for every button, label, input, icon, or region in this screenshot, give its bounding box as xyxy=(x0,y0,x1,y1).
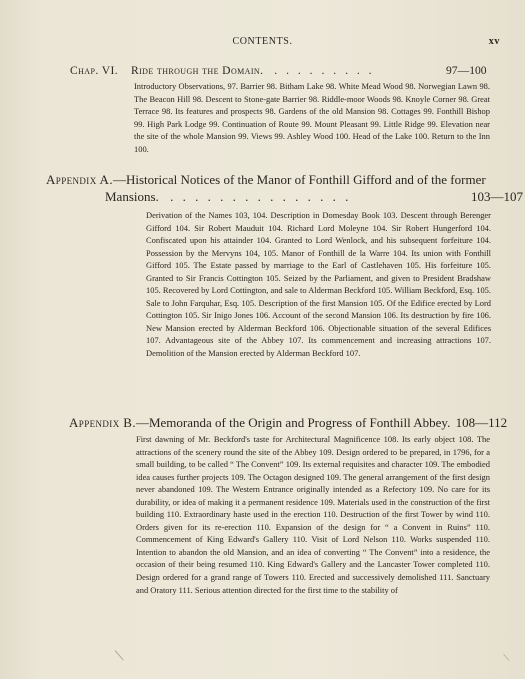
appendix-b-label: Appendix B. xyxy=(69,415,136,430)
appendix-b-title: —Memoranda of the Origin and Progress of Fonthill Abbey. xyxy=(135,415,451,430)
appendix-a-label: Appendix A. xyxy=(46,172,113,187)
chapter-6-leader: . . . . . . . . . xyxy=(274,64,375,77)
appendix-b-summary: First dawning of Mr. Beckford's taste for Architectural Magnificence 108. Its early object 108. The attractions of the scenery round the site of the Abbey 109. Design ordered to be prepared, in 1796, for a small building, to be called “ The Convent” 109. Its external requisites and character 109. The embodied idea causes further projects 109. The Octagon designed 109. The general arrangement of the first design never abandoned 109. The Western Entrance originally intended as a Refectory 109. No care for its durability, or idea of making it a permanent residence 109. Materials used in the construction of the first building 110. Extraordinary haste used in the erection 110. Destruction of the first Tower by wind 110. Orders given for its re-erection 110. Expansion of the design for “ a Convent in Ruins” 110. Commencement of King Edward's Gallery 110. Visit of Lord Nelson 110. Works suspended 110. Intention to abandon the old Mansion, and an idea of converting “ The Convent” into a residence, the occasion of their being resumed 110. King Edward's Gallery and the Lancaster Tower completed 110. Design ordered for a grand range of Towers 110. Erected and successively demolished 111. Sanctuary and Oratory 111. Serious attention directed for the first time to the stability of xyxy=(136,434,490,595)
pencil-mark: / xyxy=(109,648,129,663)
pencil-mark: / xyxy=(499,652,514,663)
appendix-a-pages: 103—107 xyxy=(471,189,523,204)
chapter-6-label: Chap. VI. xyxy=(70,64,119,77)
chapter-6-heading xyxy=(70,63,487,79)
running-head xyxy=(0,36,525,50)
appendix-b-heading xyxy=(69,415,507,431)
appendix-a-heading-line2 xyxy=(105,189,523,205)
chapter-6-pages: 97—100 xyxy=(446,64,487,77)
appendix-b-pages: 108—112 xyxy=(455,415,508,430)
appendix-a-leader: . . . . . . . . . . . . . . . xyxy=(170,189,352,204)
page-number: xv xyxy=(488,36,500,47)
running-head-title: CONTENTS. xyxy=(232,36,293,47)
chapter-6-title: Ride through the Domain. xyxy=(130,64,264,77)
appendix-a-title-line1: —Historical Notices of the Manor of Fonthill Gifford and of the former xyxy=(112,172,486,187)
appendix-a-heading xyxy=(46,172,486,188)
chapter-6-summary: Introductory Observations, 97. Barrier 98. Bitham Lake 98. White Mead Wood 98. Norwegian Lawn 98. The Beacon Hill 98. Descent to Stone-gate Barrier 98. Riddle-moor Woods 98. Knoyle Corner 98. Great Terrace 98. Its features and prospects 98. Gardens of the old Mansion 98. Cottages 99. Fonthill Bishop 99. High Park Lodge 99. Continuation of Route 99. Mount Pleasant 99. Little Ridge 99. Elevation near the site of the whole Mansion 99. Views 99. Ashley Wood 100. Head of the Lake 100. Return to the Inn 100. xyxy=(134,81,490,154)
appendix-a-title-line2: Mansions. xyxy=(105,189,159,204)
appendix-a-summary: Derivation of the Names 103, 104. Description in Domesday Book 103. Descent through Berenger Gifford 104. Sir Robert Mauduit 104. Richard Lord Moleyne 104. Sir Robert Hungerford 104. Confiscated upon his attainder 104. Granted to Lord Wenlock, and his subsequent forfeiture 104. Possession by the Mervyns 104, 105. Manor of Fonthill de la Warre 104. Its union with Fonthill Gifford 105. The Estate passed by marriage to the Earl of Castlehaven 105. His forfeiture 105. Granted to Sir Francis Cottington 105. Seized by the Parliament, and given to President Bradshaw 105. Recovered by Lord Cottington, and sale to Alderman Beckford 105. William Beckford, Esq. 105. Sale to John Farquhar, Esq. 105. Description of the first Mansion 105. Of the Edifice erected by Lord Cottington 105. Sir Inigo Jones 106. Account of the second Mansion 106. Its destruction by fire 106. New Mansion erected by Alderman Beckford 106. Objectionable situation of the several Edifices 107. Advantageous site of the Abbey 107. Its commencement and increasing attractions 107. Demolition of the Mansion erected by Alderman Beckford 107. xyxy=(146,210,491,359)
